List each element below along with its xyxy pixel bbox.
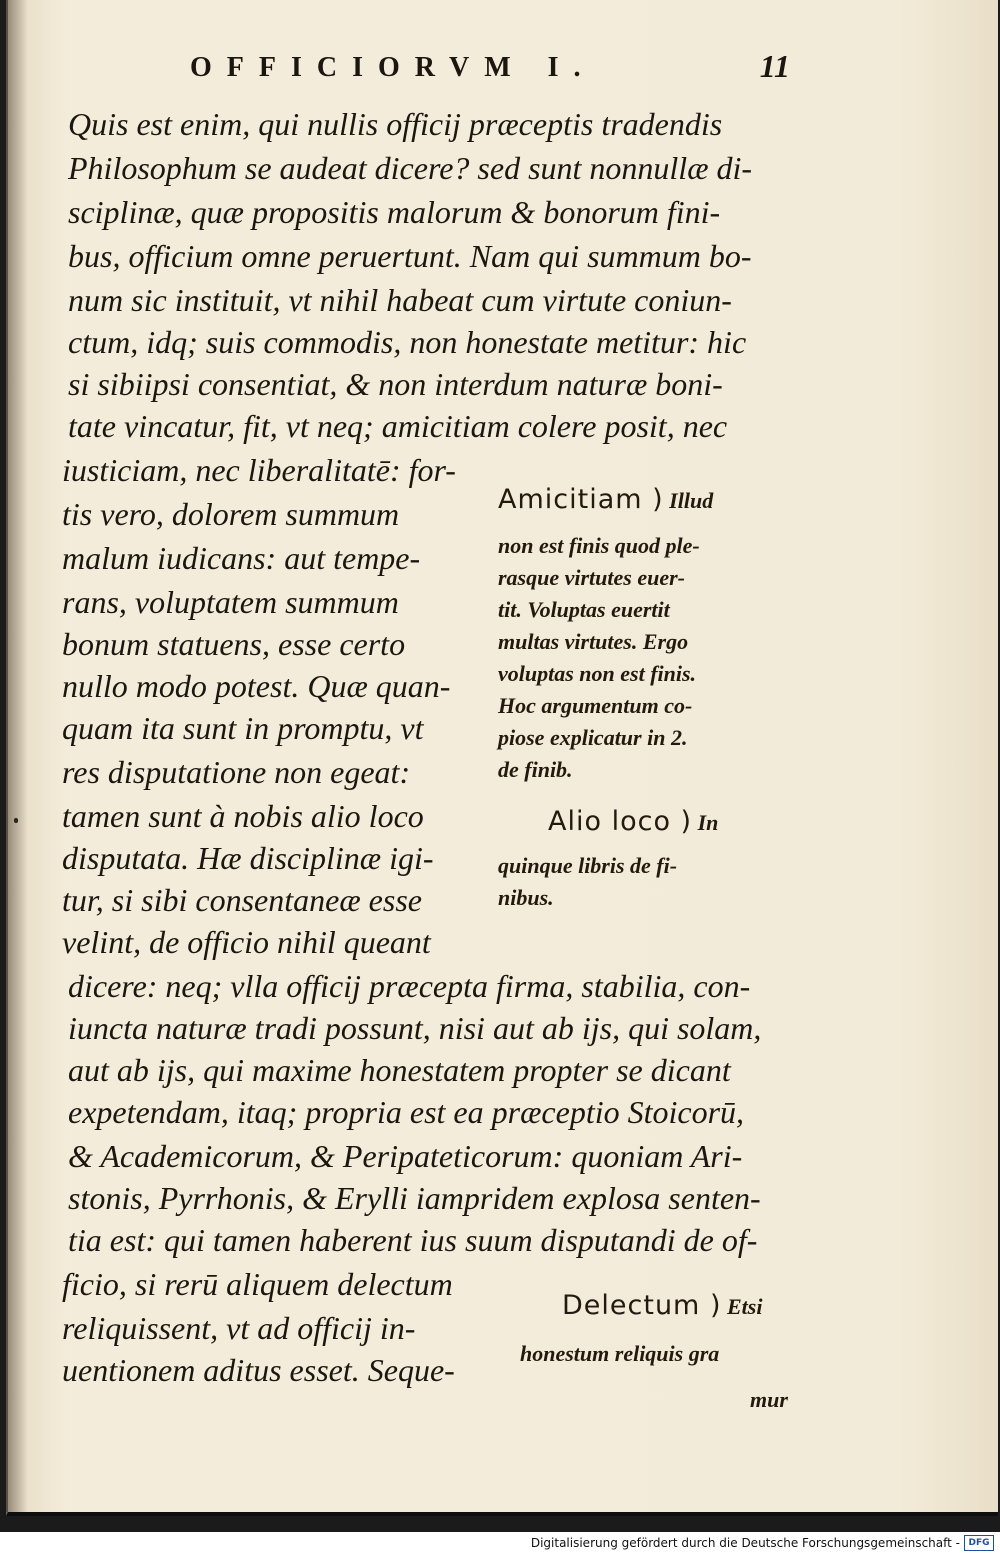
note-line: quinque libris de fi- [498, 853, 678, 878]
funding-notice: Digitalisierung gefördert durch die Deutsche Forschungsgemeinschaft - [530, 1536, 960, 1550]
text-line: tate vincatur, fit, vt neq; amicitiam colere posit, nec [68, 408, 728, 444]
text-line: dicere: neq; vlla officij præcepta firma, stabilia, con- [68, 968, 751, 1004]
note-lemma: Amicitiam ) [498, 484, 664, 515]
text-line: disputata. Hæ disciplinæ igi- [62, 840, 434, 876]
footer-bar [0, 1532, 1000, 1556]
text-line: ficio, si rerū aliquem delectum [62, 1266, 453, 1302]
text-line: uentionem aditus esset. Seque- [62, 1352, 455, 1388]
text-line: tia est: qui tamen haberent ius suum disputandi de of- [68, 1222, 758, 1258]
text-line: si sibiipsi consentiat, & non interdum naturæ boni- [68, 366, 723, 402]
text-line: num sic instituit, vt nihil habeat cum virtute coniun- [68, 282, 732, 318]
note-line: nibus. [498, 885, 554, 910]
text-line: ctum, idq; suis commodis, non honestate metitur: hic [68, 324, 747, 360]
note-text: Illud [669, 488, 714, 513]
text-line: aut ab ijs, qui maxime honestatem propter se dicant [68, 1052, 731, 1088]
text-line: tur, si sibi consentaneæ esse [62, 882, 422, 918]
margin-note-amicitiam [498, 484, 713, 516]
note-line: piose explicatur in 2. [498, 725, 688, 750]
text-line: iuncta naturæ tradi possunt, nisi aut ab ijs, qui solam, [68, 1010, 762, 1046]
text-line: velint, de officio nihil queant [62, 924, 431, 960]
margin-note-alio-loco [548, 806, 718, 838]
text-line: res disputatione non egeat: [62, 754, 411, 790]
note-line: Hoc argumentum co- [498, 693, 693, 718]
margin-note-delectum [562, 1290, 762, 1322]
note-line: voluptas non est finis. [498, 661, 697, 686]
text-line: malum iudicans: aut tempe- [62, 540, 421, 576]
dfg-logo-icon: DFG [964, 1535, 994, 1551]
text-line: sciplinæ, quæ propositis malorum & bonorum fini- [68, 194, 721, 230]
text-line: quam ita sunt in promptu, vt [62, 710, 424, 746]
note-line: tit. Voluptas euertit [498, 597, 670, 622]
text-line: iusticiam, nec liberalitatē: for- [62, 452, 456, 488]
note-line: multas virtutes. Ergo [498, 629, 689, 654]
text-line: bonum statuens, esse certo [62, 626, 406, 662]
text-line: tis vero, dolorem summum [62, 496, 400, 532]
note-lemma: Alio loco ) [548, 806, 693, 837]
note-text: In [697, 810, 719, 835]
text-line: bus, officium omne peruertunt. Nam qui summum bo- [68, 238, 752, 274]
running-title: OFFICIORVM I. [190, 52, 596, 83]
text-line: Philosophum se audeat dicere? sed sunt nonnullæ di- [68, 150, 753, 186]
note-text: Etsi [726, 1294, 763, 1319]
text-line: & Academicorum, & Peripateticorum: quoniam Ari- [68, 1138, 743, 1174]
note-line: non est finis quod ple- [498, 533, 700, 558]
text-line: reliquissent, vt ad officij in- [62, 1310, 416, 1346]
text-line: stonis, Pyrrhonis, & Erylli iampridem explosa senten- [68, 1180, 761, 1216]
note-line: honestum reliquis gra [520, 1341, 720, 1366]
text-line: tamen sunt à nobis alio loco [62, 798, 424, 834]
note-line: rasque virtutes euer- [498, 565, 685, 590]
ink-speck [14, 818, 18, 823]
text-line: Quis est enim, qui nullis officij præceptis tradendis [68, 106, 723, 142]
text-line: nullo modo potest. Quæ quan- [62, 668, 451, 704]
page-number: 11 [759, 48, 790, 84]
note-lemma: Delectum ) [562, 1290, 722, 1321]
note-line: de finib. [498, 757, 573, 782]
running-head [190, 48, 790, 92]
text-line: expetendam, itaq; propria est ea præceptio Stoicorū, [68, 1094, 745, 1130]
text-line: rans, voluptatem summum [62, 584, 399, 620]
note-line: mur [750, 1387, 788, 1412]
spine-shadow [6, 0, 28, 1512]
